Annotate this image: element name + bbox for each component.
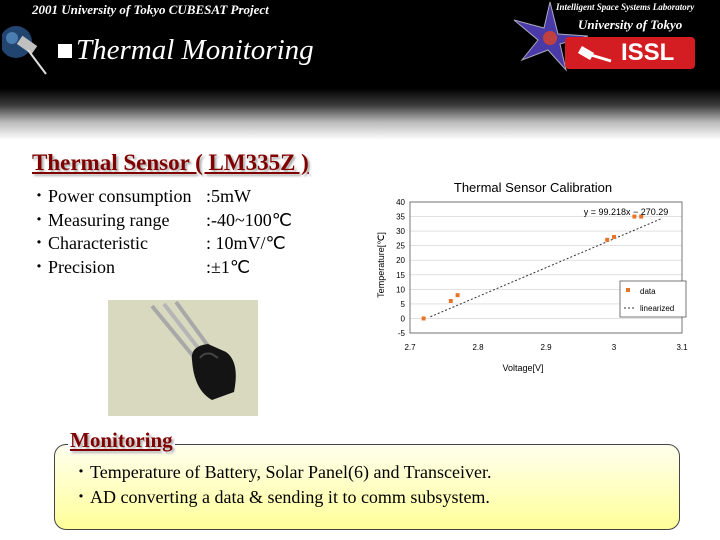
square-bullet-icon xyxy=(58,44,72,58)
issl-text: ISSL xyxy=(621,39,675,66)
spec-label: ・Power consumption xyxy=(30,186,192,206)
y-tick-label: 0 xyxy=(400,314,405,324)
lab-name: Intelligent Space Systems Laboratory xyxy=(556,2,695,12)
satellite-logo-icon xyxy=(573,41,615,65)
monitoring-text xyxy=(72,460,491,510)
university-name: University of Tokyo xyxy=(578,17,683,32)
spec-row xyxy=(30,209,292,233)
y-tick-label: 30 xyxy=(396,227,405,237)
spec-value: :±1℃ xyxy=(206,256,251,277)
y-tick-label: 15 xyxy=(396,270,405,280)
sensor-photo xyxy=(108,300,258,416)
header-banner xyxy=(0,0,720,140)
trend-equation: y = 99.218x − 270.29 xyxy=(583,207,669,217)
x-tick-label: 2.7 xyxy=(404,343,416,352)
spec-list xyxy=(30,185,292,279)
data-point xyxy=(456,293,460,297)
spec-label: ・Characteristic xyxy=(30,233,148,253)
spec-row xyxy=(30,185,292,209)
data-point xyxy=(422,316,426,320)
data-point xyxy=(612,235,616,239)
y-tick-label: 20 xyxy=(396,256,405,266)
monitoring-line: ・Temperature of Battery, Solar Panel(6) and Transceiver. xyxy=(72,462,492,482)
sensor-title: Thermal Sensor ( LM335Z ) xyxy=(32,150,309,175)
chart-title: Thermal Sensor Calibration xyxy=(453,180,613,195)
y-tick-label: 10 xyxy=(396,285,405,295)
y-tick-label: 35 xyxy=(396,212,405,222)
monitoring-line: ・AD converting a data & sending it to comm subsystem. xyxy=(72,487,490,507)
data-point xyxy=(605,238,609,242)
x-tick-label: 2.8 xyxy=(472,343,484,352)
y-axis-label: Temperature[℃] xyxy=(376,232,386,298)
legend-marker-data xyxy=(626,288,630,292)
project-label: 2001 University of Tokyo CUBESAT Project xyxy=(32,2,269,17)
x-axis-label: Voltage[V] xyxy=(502,363,544,373)
page-title: Thermal Monitoring xyxy=(58,34,314,67)
spec-row xyxy=(30,232,292,256)
monitoring-title: Monitoring xyxy=(70,428,173,452)
spec-label: ・Measuring range xyxy=(30,209,170,230)
satellite-icon xyxy=(2,20,48,76)
legend-label-data: data xyxy=(640,287,656,296)
issl-logo xyxy=(565,37,695,69)
spec-label: ・Precision xyxy=(30,256,115,277)
spec-value: :-40~100℃ xyxy=(206,209,292,230)
x-tick-label: 3 xyxy=(611,343,617,352)
spec-value: :5mW xyxy=(206,186,251,206)
data-point xyxy=(449,299,453,303)
spec-row xyxy=(30,256,292,280)
spec-value: : 10mV/℃ xyxy=(206,233,286,253)
y-tick-label: 40 xyxy=(396,198,405,207)
x-tick-label: 3.1 xyxy=(676,343,688,352)
y-tick-label: 25 xyxy=(396,241,405,251)
y-tick-label: -5 xyxy=(397,329,405,338)
legend-label-linearized: linearized xyxy=(640,304,675,313)
y-tick-label: 5 xyxy=(400,299,405,309)
x-tick-label: 2.9 xyxy=(540,343,552,352)
calibration-chart xyxy=(370,175,700,375)
